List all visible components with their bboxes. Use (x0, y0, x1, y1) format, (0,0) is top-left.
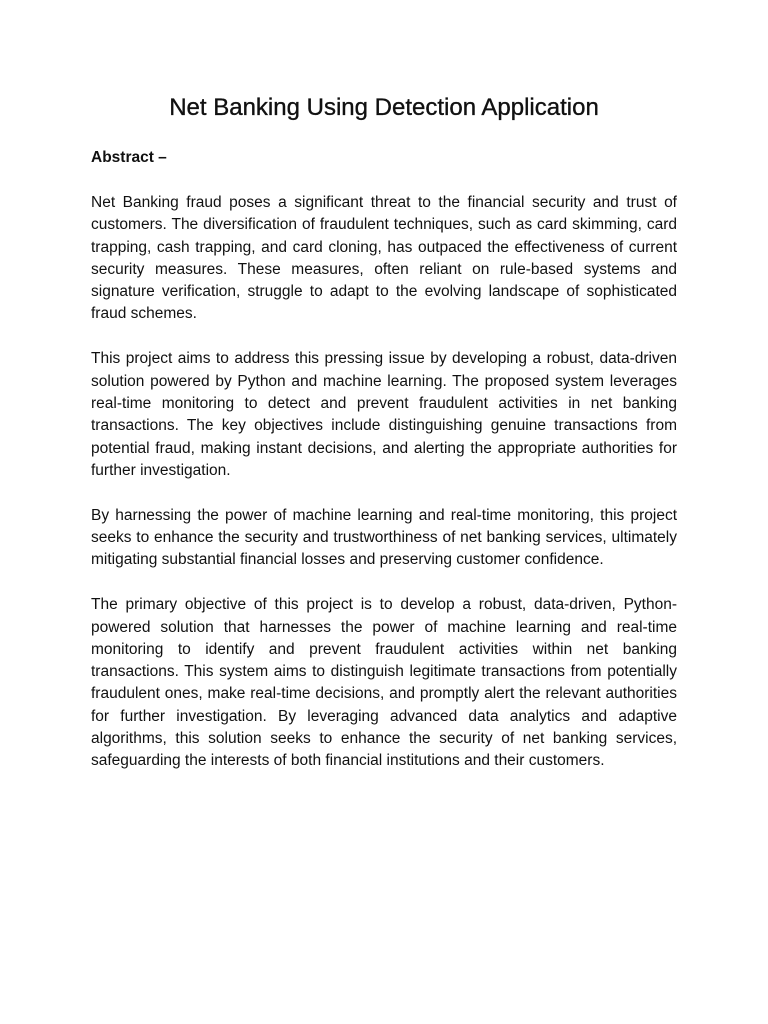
paragraph-primary-objective: The primary objective of this project is to develop a robust, data-driven, Python-powered solution that harnesses the power of machine learning and real-time monitoring to identify and prevent fraudulent activities within net banking transactions. This system aims to distinguish legitimate transactions from potentially fraudulent ones, make real-time decisions, and promptly alert the relevant authorities for further investigation. By leveraging advanced data analytics and adaptive algorithms, this solution seeks to enhance the security of net banking services, safeguarding the interests of both financial institutions and their customers. (91, 596, 677, 770)
paragraph-harnessing: By harnessing the power of machine learning and real-time monitoring, this project seeks to enhance the security and trustworthiness of net banking services, ultimately mitigating substantial financial losses and preserving customer confidence. (91, 506, 677, 569)
paragraph-intro: Net Banking fraud poses a significant threat to the financial security and trust of customers. The diversification of fraudulent techniques, such as card skimming, card trapping, cash trapping, and card cloning, has outpaced the effectiveness of current security measures. These measures, often reliant on rule-based systems and signature verification, struggle to adapt to the evolving landscape of sophisticated fraud schemes. (91, 194, 677, 323)
document-title: Net Banking Using Detection Application (169, 94, 599, 121)
document-body (91, 147, 677, 795)
section-heading: Abstract – (91, 149, 167, 166)
paragraph-project-aims: This project aims to address this pressing issue by developing a robust, data-driven solution powered by Python and machine learning. The proposed system leverages real-time monitoring to detect and prevent fraudulent activities in net banking transactions. The key objectives include distinguishing genuine transactions from potential fraud, making instant decisions, and alerting the appropriate authorities for further investigation. (91, 350, 677, 479)
